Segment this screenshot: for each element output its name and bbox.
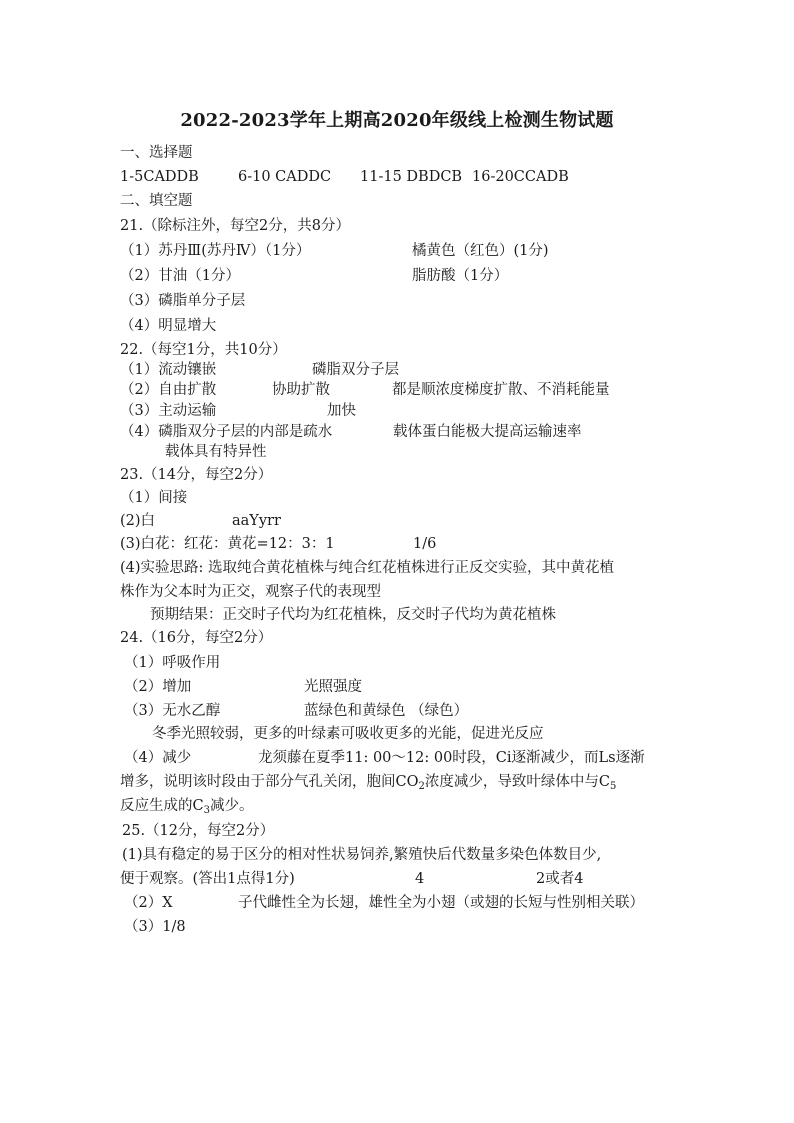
q24-answer-7-sub: 3: [203, 805, 210, 816]
q24-answer-6: [120, 772, 616, 797]
q24-answer-6-text-b: 浓度减少，导致叶绿体中与C: [424, 774, 610, 790]
q21-answer-2a: （2）甘油（1分）: [120, 268, 240, 284]
q22-answer-1a: （1）流动镶嵌: [120, 362, 217, 378]
q25-answer-2b: 4: [415, 871, 425, 887]
q22-answer-2b: 协助扩散: [272, 382, 330, 398]
q23-answer-5: 株作为父本时为正交，观察子代的表现型: [120, 584, 381, 600]
q24-answer-7-text-a: 反应生成的C: [120, 798, 204, 814]
q21-answer-3: （3）磷脂单分子层: [120, 293, 246, 309]
q24-answer-6-sub-b: 5: [609, 781, 617, 792]
q23-answer-3b: 1/6: [413, 536, 437, 552]
q24-answer-1: （1）呼吸作用: [124, 655, 221, 671]
q21-answer-1a: （1）苏丹Ⅲ(苏丹Ⅳ）（1分）: [120, 243, 311, 259]
q22-answer-3b: 加快: [327, 403, 356, 419]
q24-answer-3b: 蓝绿色和黄绿色 （绿色）: [304, 703, 469, 719]
q22-answer-5: 载体具有特异性: [165, 444, 267, 460]
choice-answers-11-15: 11-15 DBDCB: [360, 169, 463, 185]
q25-answer-3b: 子代雌性全为长翅，雄性全为小翅（或翅的长短与性别相关联）: [238, 895, 644, 911]
q24-answer-6-sub-a: 2: [418, 781, 425, 792]
q24-answer-4: 冬季光照较弱，更多的叶绿素可吸收更多的光能，促进光反应: [152, 726, 544, 742]
q25-answer-3a: （2）X: [124, 895, 173, 911]
q23-answer-2b: aaYyrr: [232, 513, 281, 529]
q21-header: 21.（除标注外，每空2分，共8分）: [120, 218, 351, 234]
q22-answer-2a: （2）自由扩散: [120, 382, 217, 398]
q22-answer-4b: 载体蛋白能极大提高运输速率: [393, 424, 582, 440]
q21-answer-4: （4）明显增大: [120, 318, 217, 334]
choice-answers-1-5: 1-5CADDB: [120, 169, 199, 185]
q24-answer-5b: 龙须藤在夏季11: 00～12: 00时段，Ci逐渐减少，而Ls逐渐: [258, 750, 645, 766]
q24-answer-3a: （3）无水乙醇: [124, 703, 221, 719]
q23-answer-1: （1）间接: [120, 490, 188, 506]
q24-answer-5a: （4）减少: [124, 750, 192, 766]
q25-header: 25.（12分，每空2分）: [122, 823, 275, 839]
q24-answer-2a: （2）增加: [124, 679, 192, 695]
q24-answer-6-text-a: 增多，说明该时段由于部分气孔关闭，胞间CO: [120, 774, 419, 790]
q23-answer-4: (4)实验思路: 选取纯合黄花植株与纯合红花植株进行正反交实验，其中黄花植: [120, 560, 615, 576]
q23-answer-3a: (3)白花：红花：黄花=12：3：1: [120, 536, 335, 552]
q21-answer-2b: 脂肪酸（1分）: [412, 268, 509, 284]
q23-answer-6: 预期结果：正交时子代均为红花植株，反交时子代均为黄花植株: [150, 607, 556, 623]
section-heading-fill: 二、填空题: [120, 193, 193, 209]
q24-answer-2b: 光照强度: [304, 679, 362, 695]
document-title: 2022-2023学年上期高2020年级线上检测生物试题: [180, 110, 614, 131]
q22-answer-4a: （4）磷脂双分子层的内部是疏水: [120, 424, 333, 440]
q22-answer-3a: （3）主动运输: [120, 403, 217, 419]
q24-answer-7: [120, 796, 253, 821]
choice-answers-6-10: 6-10 CADDC: [238, 169, 332, 185]
q24-answer-7-text-b: 减少。: [209, 798, 254, 814]
q22-header: 22.（每空1分，共10分）: [120, 342, 287, 358]
q22-answer-2c: 都是顺浓度梯度扩散、不消耗能量: [392, 382, 610, 398]
section-heading-choice: 一、选择题: [120, 145, 193, 161]
choice-answers-16-20: 16-20CCADB: [472, 169, 569, 185]
q23-answer-2a: (2)白: [120, 513, 156, 529]
q23-header: 23.（14分，每空2分）: [120, 467, 273, 483]
q25-answer-2c: 2或者4: [536, 871, 584, 887]
q22-answer-1b: 磷脂双分子层: [312, 362, 399, 378]
q24-header: 24.（16分，每空2分）: [120, 630, 273, 646]
q25-answer-1: (1)具有稳定的易于区分的相对性状易饲养,繁殖快后代数量多染色体数目少,: [122, 847, 602, 863]
q25-answer-4: （3）1/8: [124, 919, 186, 935]
q21-answer-1b: 橘黄色（红色）(1分): [412, 243, 549, 259]
q25-answer-2a: 便于观察。(答出1点得1分): [120, 871, 295, 887]
